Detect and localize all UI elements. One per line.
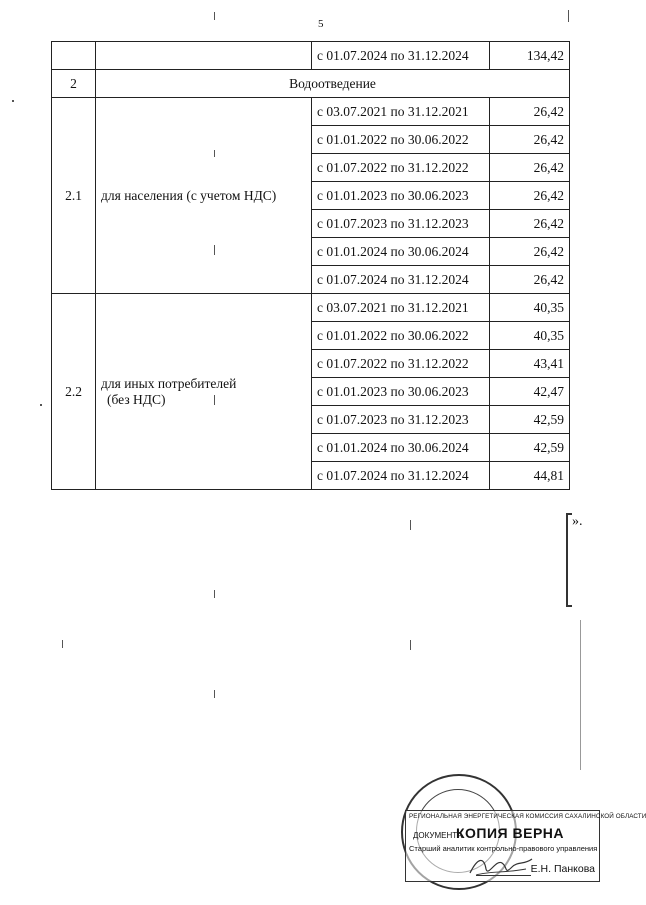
table-row [52,294,570,322]
scan-artifact-dash [410,520,411,530]
tariff-table [51,41,570,490]
scan-artifact-dash [410,640,411,650]
scan-artifact-dash [214,245,215,255]
certification-box [405,810,646,882]
scan-artifact-dash [214,12,215,20]
scan-artifact-dash [580,620,581,770]
cell-value: 26,42 [490,98,570,126]
cell-period: с 01.01.2023 по 30.06.2023 [312,378,490,406]
cell-value: 26,42 [490,210,570,238]
scan-artifact-dash [568,10,569,22]
certification-stamp [393,770,646,896]
cell-period: с 03.07.2021 по 31.12.2021 [312,294,490,322]
certification-signer: Е.Н. Панкова [530,863,595,875]
table-row [52,98,570,126]
cell-value: 42,59 [490,406,570,434]
cell-period: с 01.01.2023 по 30.06.2023 [312,182,490,210]
cell-value: 26,42 [490,182,570,210]
group-name [96,294,312,490]
closing-quote: ». [572,514,583,529]
cell-value: 44,81 [490,462,570,490]
cell-period: с 01.01.2024 по 30.06.2024 [312,434,490,462]
group-name-line2: (без НДС) [107,391,166,407]
cell-period: с 01.01.2022 по 30.06.2022 [312,322,490,350]
scan-artifact-dot [40,404,42,406]
scan-artifact-dot [12,100,14,102]
cell-period: с 01.07.2022 по 31.12.2022 [312,350,490,378]
cell-period: с 01.01.2022 по 30.06.2022 [312,126,490,154]
cell-period: с 01.07.2024 по 31.12.2024 [312,42,490,70]
certification-prefix: ДОКУМЕНТА [413,831,463,840]
cell-name [96,42,312,70]
cell-value: 26,42 [490,154,570,182]
scan-artifact-dash [214,690,215,698]
handwritten-signature [466,853,536,879]
cell-value: 42,59 [490,434,570,462]
cell-value: 26,42 [490,126,570,154]
scan-artifact-dash [62,640,63,648]
certification-organization: РЕГИОНАЛЬНАЯ ЭНЕРГЕТИЧЕСКАЯ КОМИССИЯ САХАЛИНСКОЙ ОБЛАСТИ [409,813,646,820]
page-number: 5 [318,18,324,30]
section-number: 2 [52,70,96,98]
group-number: 2.1 [52,98,96,294]
cell-value: 40,35 [490,294,570,322]
cell-value: 26,42 [490,238,570,266]
cell-value: 42,47 [490,378,570,406]
cell-period: с 03.07.2021 по 31.12.2021 [312,98,490,126]
scan-artifact-dash [214,150,215,157]
cell-period: с 01.07.2023 по 31.12.2023 [312,406,490,434]
group-name-line1: для населения (с учетом НДС) [101,187,277,203]
cell-value: 134,42 [490,42,570,70]
cell-period: с 01.01.2024 по 30.06.2024 [312,238,490,266]
cell-value: 26,42 [490,266,570,294]
section-title: Водоотведение [96,70,570,98]
cell-number [52,42,96,70]
scan-artifact-dash [214,590,215,598]
cell-period: с 01.07.2023 по 31.12.2023 [312,210,490,238]
tariff-table-body [52,42,570,490]
scan-artifact-dash [214,395,215,405]
certification-title: КОПИЯ ВЕРНА [456,825,565,841]
cell-value: 40,35 [490,322,570,350]
cell-period: с 01.07.2024 по 31.12.2024 [312,266,490,294]
cell-period: с 01.07.2024 по 31.12.2024 [312,462,490,490]
carry-over-row [52,42,570,70]
cell-value: 43,41 [490,350,570,378]
group-name [96,98,312,294]
certification-position: Старший аналитик контрольно-правового управления [409,844,598,853]
cell-period: с 01.07.2022 по 31.12.2022 [312,154,490,182]
group-number: 2.2 [52,294,96,490]
section-row [52,70,570,98]
group-name-line1: для иных потребителей [101,375,237,391]
